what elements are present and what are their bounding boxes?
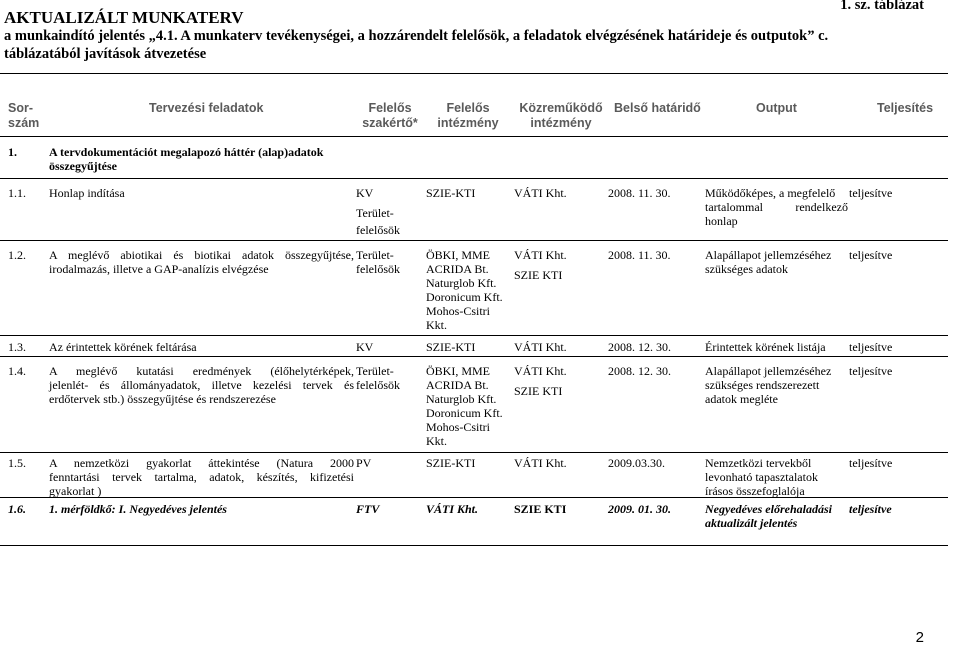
expert-cell: Terület- felelősök — [356, 364, 400, 392]
row-number: 1.5. — [8, 456, 26, 470]
completion-cell: teljesítve — [849, 340, 893, 354]
output-cell: Alapállapot jellemzéséhez szükséges adatok — [705, 248, 832, 276]
task-cell: 1. mérföldkő: I. Negyedéves jelentés — [49, 502, 227, 516]
page-number: 2 — [915, 629, 924, 646]
cooperating-cell: VÁTI Kht. — [514, 456, 567, 470]
table-number: 1. sz. táblázat — [840, 0, 924, 13]
rule-after-1-6 — [0, 545, 948, 546]
cooperating-cell: VÁTI Kht. — [514, 186, 567, 200]
row-number: 1.3. — [8, 340, 26, 354]
task-cell: A nemzetközi gyakorlat áttekintése (Natura 2000 fenntartási tervek tartalma, adatok, készítés, kifizetési gyakorlat ) — [49, 456, 354, 498]
cooperating-cell: SZIE KTI — [514, 502, 567, 516]
institution-cell: SZIE-KTI — [426, 456, 476, 470]
institution-cell: SZIE-KTI — [426, 186, 476, 200]
cooperating-cell: VÁTI Kht. — [514, 340, 567, 354]
expert-cell: KV — [356, 340, 374, 354]
output-cell: Érintettek körének listája — [705, 340, 826, 354]
rule-after-1-1 — [0, 240, 948, 241]
section-title: A tervdokumentációt megalapozó háttér (alap)adatok összegyűjtése — [49, 145, 324, 173]
deadline-cell: 2008. 12. 30. — [608, 340, 671, 354]
output-cell: Negyedéves előrehaladási aktualizált jelentés — [705, 502, 832, 530]
expert-cell: FTV — [356, 502, 380, 516]
deadline-cell: 2009. 01. 30. — [608, 502, 671, 516]
expert-cell: Terület- felelősök — [356, 248, 400, 276]
deadline-cell: 2008. 12. 30. — [608, 364, 671, 378]
col-header-institution: Felelős intézmény — [437, 101, 499, 130]
section-number: 1. — [8, 145, 17, 159]
deadline-cell: 2008. 11. 30. — [608, 248, 671, 262]
completion-cell: teljesítve — [849, 364, 893, 378]
institution-cell: VÁTI Kht. — [426, 502, 479, 516]
task-cell: Az érintettek körének feltárása — [49, 340, 197, 354]
deadline-cell: 2008. 11. 30. — [608, 186, 671, 200]
col-header-completion: Teljesítés — [877, 101, 934, 115]
institution-cell: ÖBKI, MME ACRIDA Bt. Naturglob Kft. Doronicum Kft. Mohos-Csitri Kkt. — [426, 248, 503, 332]
cooperating-cell: VÁTI Kht. SZIE KTI — [514, 248, 567, 282]
completion-cell: teljesítve — [849, 186, 893, 200]
deadline-cell: 2009.03.30. — [608, 456, 665, 470]
rule-top — [0, 73, 948, 74]
col-header-tasks: Tervezési feladatok — [149, 101, 264, 115]
row-number: 1.6. — [8, 502, 26, 516]
rule-after-header — [0, 136, 948, 137]
rule-after-1-2 — [0, 335, 948, 336]
document-subtitle-line-1: a munkaindító jelentés „4.1. A munkaterv tevékenységei, a hozzárendelt felelősök, a feladatok elvégzésének határideje és outputok” c. — [4, 28, 829, 44]
col-header-sorszam: Sor- szám — [8, 101, 40, 130]
institution-cell: SZIE-KTI — [426, 340, 476, 354]
institution-cell: ÖBKI, MME ACRIDA Bt. Naturglob Kft. Doronicum Kft. Mohos-Csitri Kkt. — [426, 364, 503, 448]
row-number: 1.4. — [8, 364, 26, 378]
output-cell: Alapállapot jellemzéséhez szükséges rendszerezett adatok megléte — [705, 364, 832, 406]
task-cell: A meglévő abiotikai és biotikai adatok összegyűjtése, irodalmazás, illetve a GAP-analízis elvégzése — [49, 248, 354, 276]
document-subtitle-line-2: táblázatából javítások átvezetése — [4, 46, 207, 62]
document-title: AKTUALIZÁLT MUNKATERV — [4, 8, 244, 27]
task-cell: A meglévő kutatási eredmények (élőhelytérképek, jelenlét- és állományadatok, illetve kezelési tervek és erdőtervek stb.) összegyűjtése és rendszerezése — [49, 364, 354, 406]
row-number: 1.2. — [8, 248, 26, 262]
col-header-expert: Felelős szakértő* — [362, 101, 418, 130]
row-number: 1.1. — [8, 186, 26, 200]
completion-cell: teljesítve — [849, 456, 893, 470]
title-block — [4, 9, 944, 63]
output-cell: Nemzetközi tervekből levonható tapasztalatok írásos összefoglalója — [705, 456, 818, 498]
completion-cell: teljesítve — [849, 248, 893, 262]
task-cell: Honlap indítása — [49, 186, 125, 200]
output-cell: Működőképes, a megfelelő tartalommal rendelkező honlap — [705, 186, 848, 228]
rule-after-1-3 — [0, 356, 948, 357]
col-header-deadline: Belső határidő — [614, 101, 701, 115]
rule-after-1-4 — [0, 452, 948, 453]
expert-cell: KV Terület- felelősök — [356, 186, 400, 237]
completion-cell: teljesítve — [849, 502, 892, 516]
col-header-cooperating: Közreműködő intézmény — [519, 101, 603, 130]
cooperating-cell: VÁTI Kht. SZIE KTI — [514, 364, 567, 398]
rule-after-section — [0, 178, 948, 179]
col-header-output: Output — [756, 101, 797, 115]
expert-cell: PV — [356, 456, 372, 470]
